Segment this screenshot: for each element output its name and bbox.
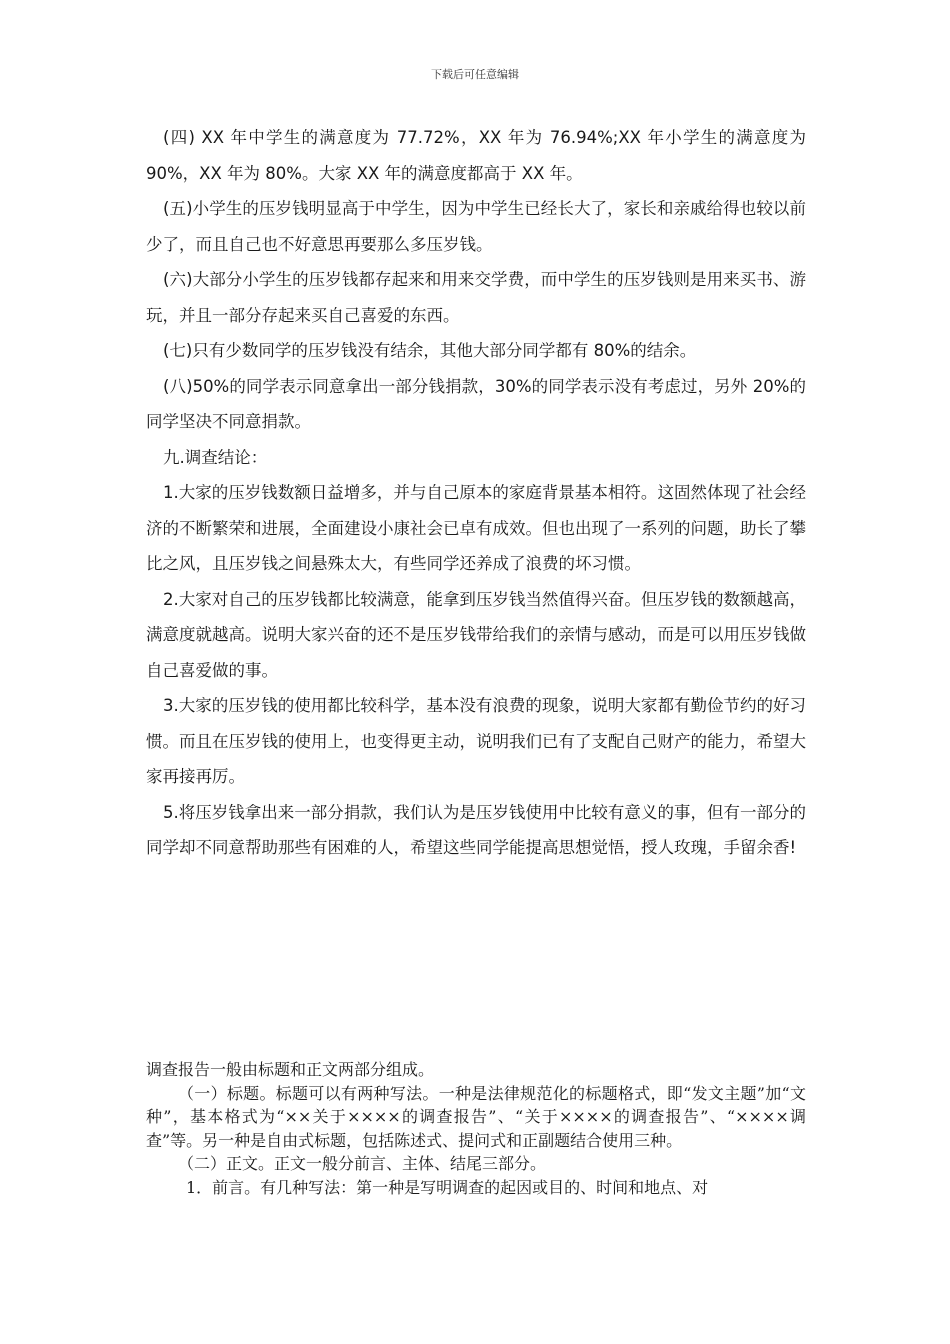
writing-guide [146,1058,806,1199]
guide-title-paragraph: （一）标题。标题可以有两种写法。一种是法律规范化的标题格式，即“发文主题”加“文种”，基本格式为“××关于××××的调查报告”、“关于××××的调查报告”、“××××调查”等。另一种是自由式标题，包括陈述式、提问式和正副题结合使用三种。 [146,1083,806,1150]
report-body [146,120,806,866]
finding-8: (八)50%的同学表示同意拿出一部分钱捐款，30%的同学表示没有考虑过，另外 20%的同学坚决不同意捐款。 [146,376,806,431]
conclusion-heading: 九.调查结论： [163,447,268,467]
conclusion-item-3: 3.大家的压岁钱的使用都比较科学，基本没有浪费的现象，说明大家都有勤俭节约的好习惯。而且在压岁钱的使用上，也变得更主动，说明我们已有了支配自己财产的能力，希望大家再接再厉。 [146,696,806,786]
finding-6: (六)大部分小学生的压岁钱都存起来和用来交学费，而中学生的压岁钱则是用来买书、游玩，并且一部分存起来买自己喜爱的东西。 [146,270,806,325]
finding-7: (七)只有少数同学的压岁钱没有结余，其他大部分同学都有 80%的结余。 [163,341,697,360]
guide-body-paragraph: （二）正文。正文一般分前言、主体、结尾三部分。 [178,1154,547,1173]
guide-preface-paragraph: 1．前言。有几种写法：第一种是写明调查的起因或目的、时间和地点、对 [186,1177,709,1197]
finding-5: (五)小学生的压岁钱明显高于中学生，因为中学生已经长大了，家长和亲戚给得也较以前少了，而且自己也不好意思再要那么多压岁钱。 [146,199,806,254]
page-header: 下载后可任意编辑 [431,68,519,81]
guide-intro: 调查报告一般由标题和正文两部分组成。 [146,1060,435,1079]
conclusion-item-2: 2.大家对自己的压岁钱都比较满意，能拿到压岁钱当然值得兴奋。但压岁钱的数额越高，满意度就越高。说明大家兴奋的还不是压岁钱带给我们的亲情与感动，而是可以用压岁钱做自己喜爱做的事。 [146,589,806,680]
finding-4: (四) XX 年中学生的满意度为 77.72%，XX 年为 76.94%;XX 年小学生的满意度为 90%，XX 年为 80%。大家 XX 年的满意度都高于 XX 年。 [146,128,806,183]
conclusion-item-5: 5.将压岁钱拿出来一部分捐款，我们认为是压岁钱使用中比较有意义的事，但有一部分的同学却不同意帮助那些有困难的人，希望这些同学能提高思想觉悟，授人玫瑰，手留余香! [146,802,806,857]
conclusion-item-1: 1.大家的压岁钱数额日益增多，并与自己原本的家庭背景基本相符。这固然体现了社会经济的不断繁荣和进展，全面建设小康社会已卓有成效。但也出现了一系列的问题，助长了攀比之风，且压岁钱之间悬殊太大，有些同学还养成了浪费的坏习惯。 [146,483,806,573]
